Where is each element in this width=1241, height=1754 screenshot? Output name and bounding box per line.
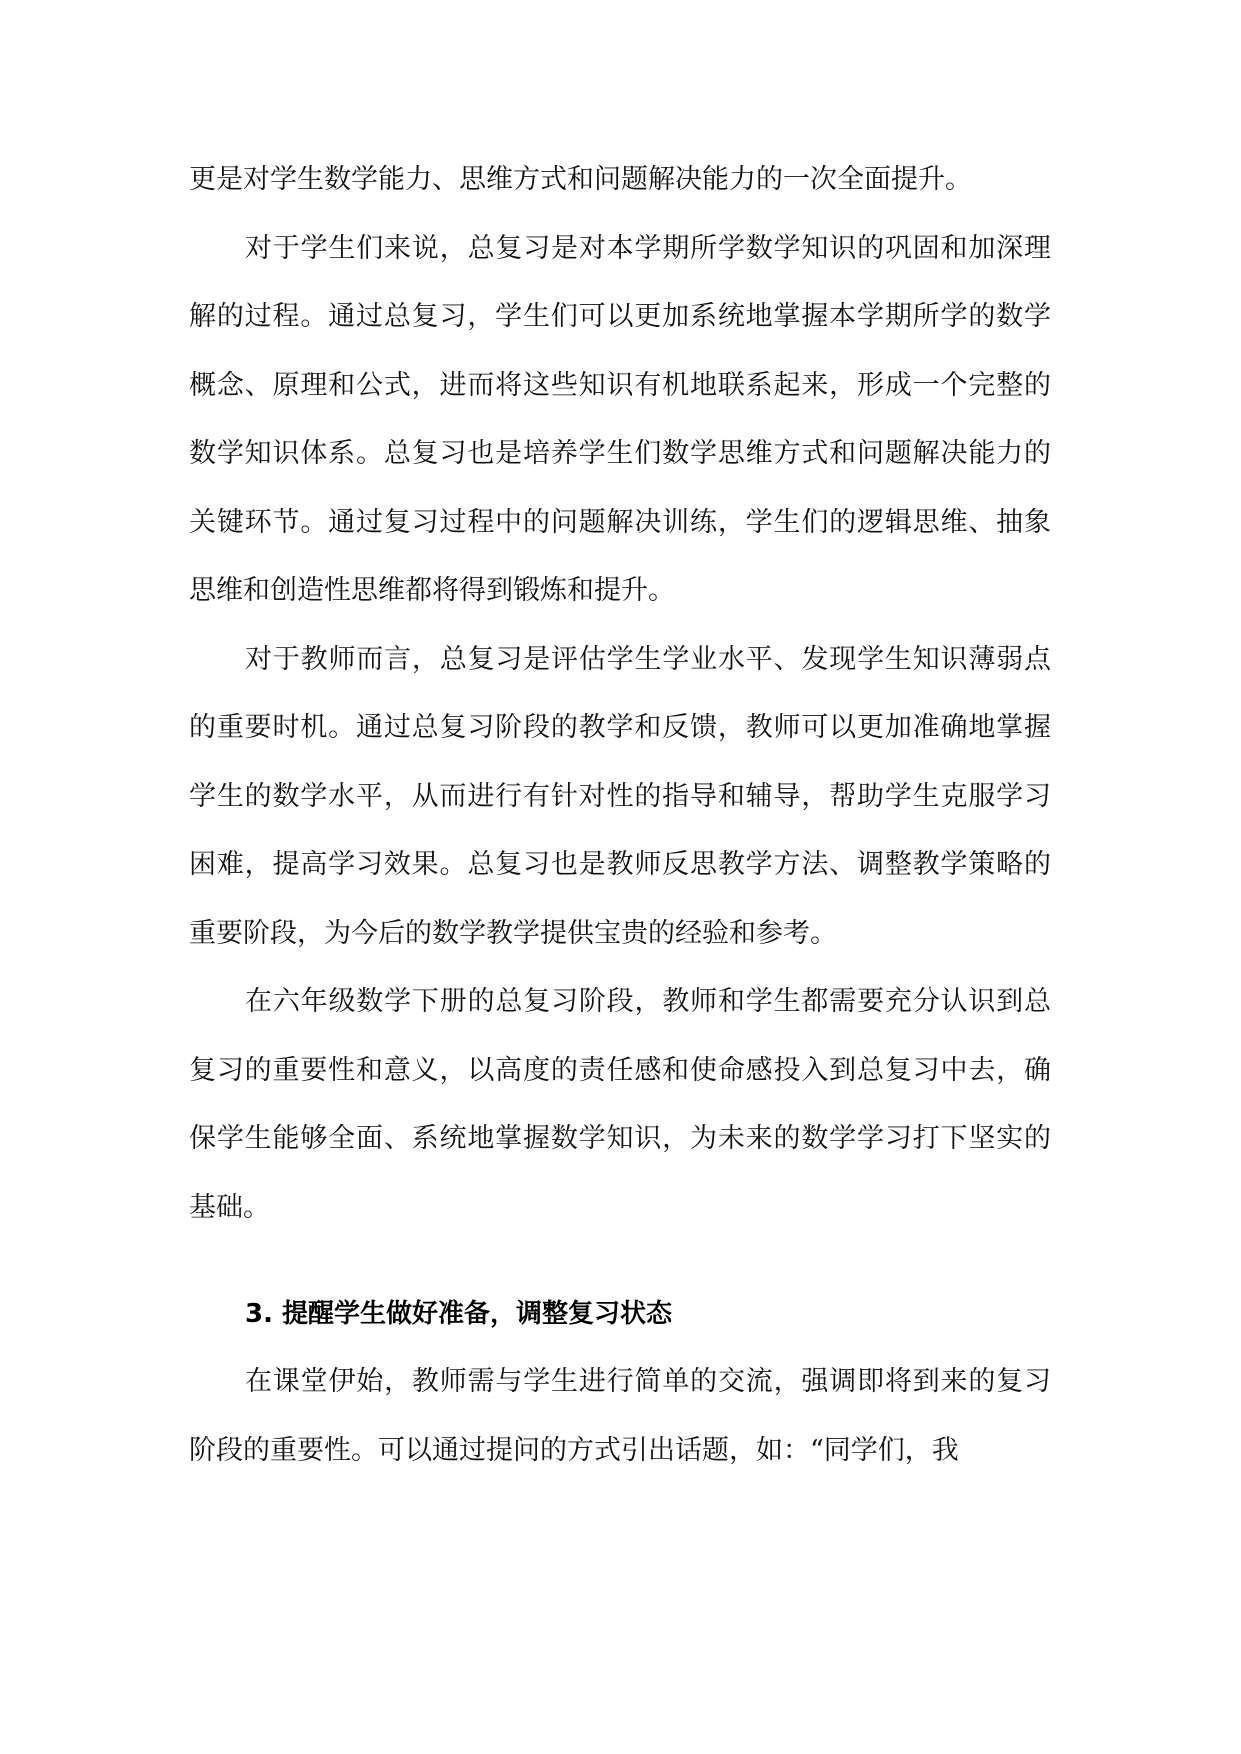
paragraph-teachers-review: 对于教师而言，总复习是评估学生学业水平、发现学生知识薄弱点的重要时机。通过总复习阶段的教学和反馈，教师可以更加准确地掌握学生的数学水平，从而进行有针对性的指导和辅导，帮助学生克服学习困难，提高学习效果。总复习也是教师反思教学方法、调整教学策略的重要阶段，为今后的数学教学提供宝贵的经验和参考。 <box>189 643 1051 949</box>
paragraph-continuation: 更是对学生数学能力、思维方式和问题解决能力的一次全面提升。 <box>189 164 972 195</box>
paragraph-class-opening: 在课堂伊始，教师需与学生进行简单的交流，强调即将到来的复习阶段的重要性。可以通过提问的方式引出话题，如：“同学们，我 <box>189 1366 1051 1466</box>
document-body <box>189 146 1051 1485</box>
paragraph-students-review: 对于学生们来说，总复习是对本学期所学数学知识的巩固和加深理解的过程。通过总复习，学生们可以更加系统地掌握本学期所学的数学概念、原理和公式，进而将这些知识有机地联系起来，形成一个完整的数学知识体系。总复习也是培养学生们数学思维方式和问题解决能力的关键环节。通过复习过程中的问题解决训练，学生们的逻辑思维、抽象思维和创造性思维都将得到锻炼和提升。 <box>189 232 1051 606</box>
section-spacer <box>189 1242 1051 1280</box>
section-heading: 3. 提醒学生做好准备，调整复习状态 <box>245 1299 673 1329</box>
paragraph-grade-six-review: 在六年级数学下册的总复习阶段，教师和学生都需要充分认识到总复习的重要性和意义，以高度的责任感和使命感投入到总复习中去，确保学生能够全面、系统地掌握数学知识，为未来的数学学习打下坚实的基础。 <box>189 986 1051 1223</box>
